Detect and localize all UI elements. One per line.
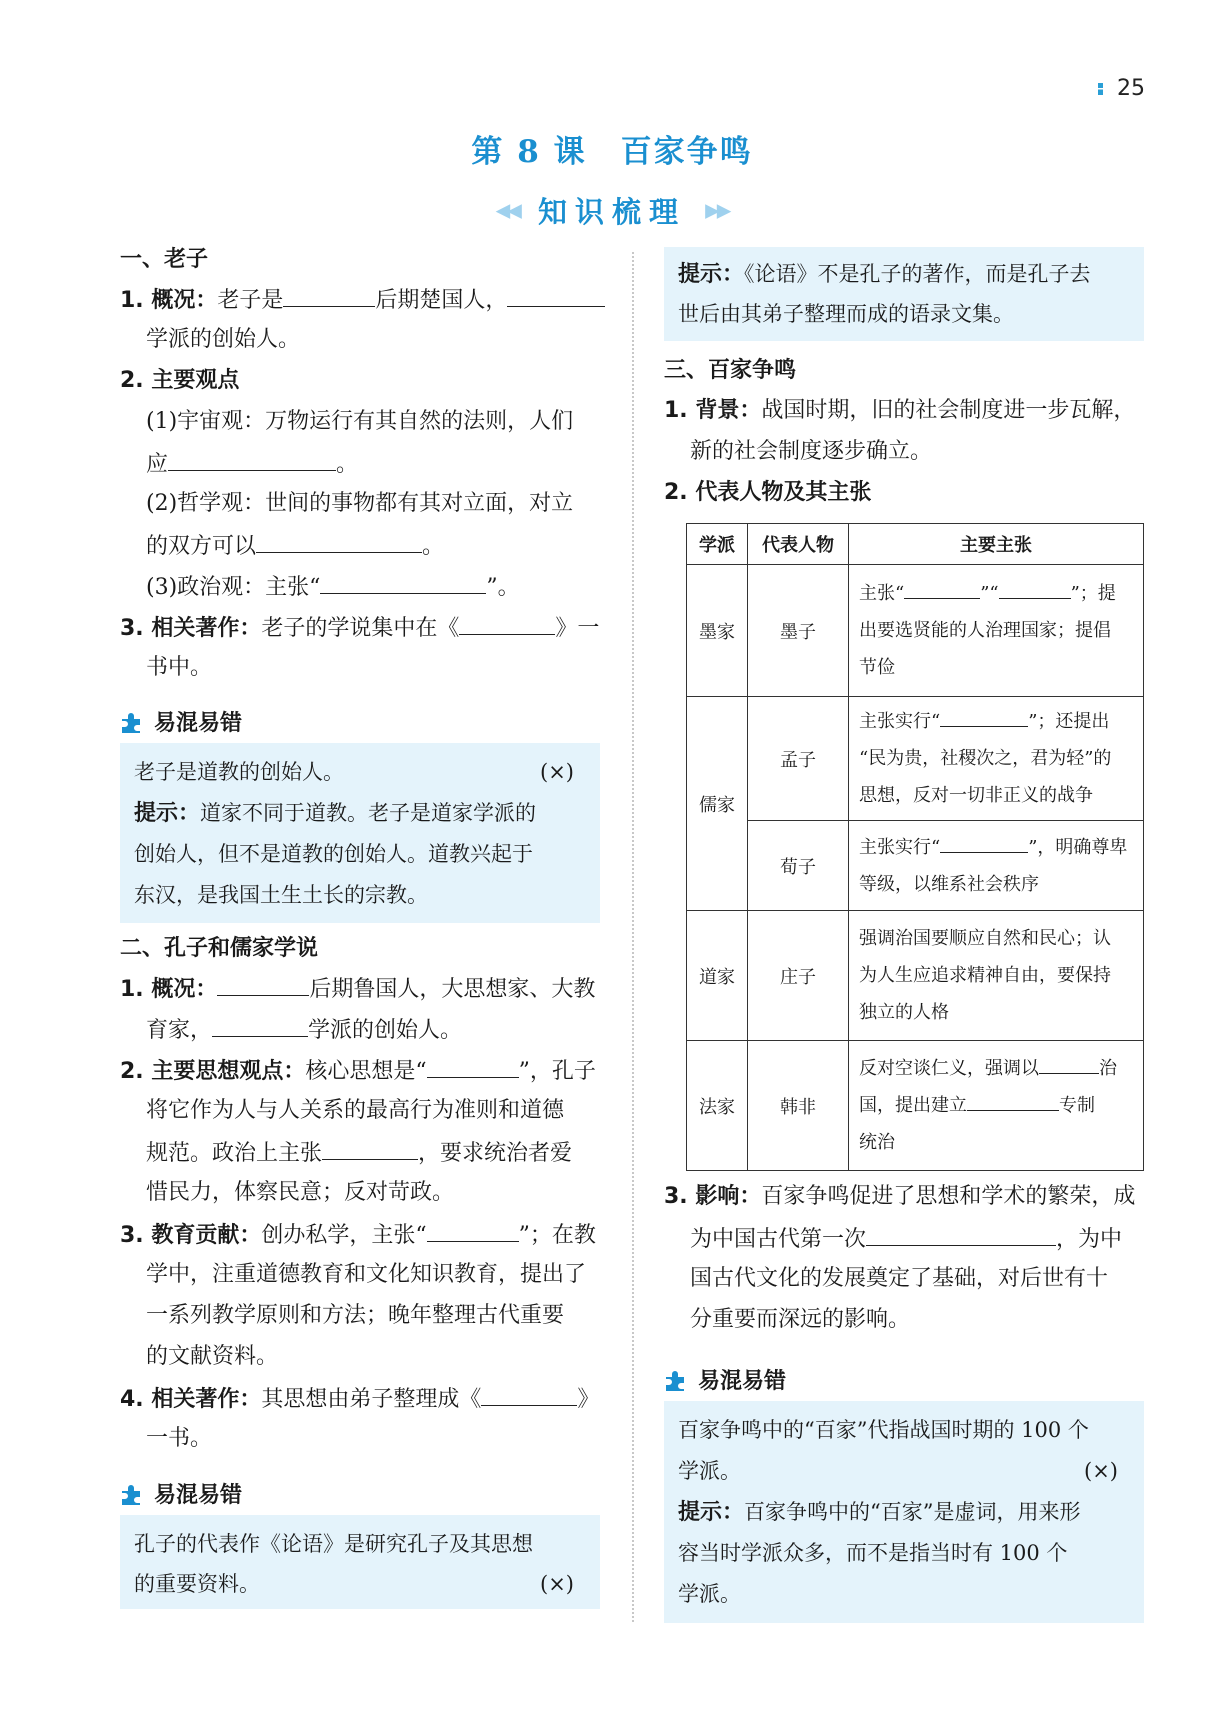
- table-header: 代表人物: [748, 524, 849, 565]
- schools-table-label: 2. 代表人物及其主张: [664, 480, 872, 505]
- claim-cell: 主张实行“ ”；还提出 “民为贵，社稷次之，君为轻”的 思想，反对一切非正义的战争: [849, 697, 1144, 821]
- wrong-mark: (×): [540, 760, 574, 784]
- text-line: 孔子的代表作《论语》是研究孔子及其思想: [134, 1532, 533, 1556]
- text-line: 提示：道家不同于道教。老子是道家学派的: [134, 801, 537, 826]
- answer-blank[interactable]: [217, 975, 309, 996]
- person-cell: 孟子: [748, 697, 849, 821]
- answer-blank[interactable]: [283, 286, 375, 307]
- schools-table: [686, 523, 1144, 1171]
- text-line: (1)宇宙观：万物运行有其自然的法则，人们: [146, 409, 574, 434]
- text-line: 应 。: [146, 452, 359, 477]
- answer-blank[interactable]: [320, 573, 486, 594]
- text-line: 将它作为人与人关系的最高行为准则和道德: [146, 1098, 565, 1123]
- person-cell: 荀子: [748, 821, 849, 911]
- text-line: 惜民力，体察民意；反对苛政。: [146, 1180, 455, 1205]
- text-line: (3)政治观：主张“ ”。: [146, 575, 520, 600]
- answer-blank[interactable]: [940, 836, 1028, 853]
- heading-hundred-schools: 三、百家争鸣: [664, 358, 797, 383]
- answer-blank[interactable]: [999, 582, 1071, 599]
- wrong-mark: (×): [540, 1572, 574, 1596]
- text-line: 学中，注重道德教育和文化知识教育，提出了: [146, 1262, 587, 1287]
- person-cell: 韩非: [748, 1041, 849, 1171]
- lesson-title: 第 8 课 百家争鸣: [471, 134, 753, 170]
- table-row: [687, 911, 1144, 1041]
- text-line: 3. 影响：百家争鸣促进了思想和学术的繁荣，成: [664, 1184, 1136, 1209]
- text-line: 百家争鸣中的“百家”代指战国时期的 100 个: [678, 1418, 1089, 1442]
- table-row: [687, 697, 1144, 821]
- answer-blank[interactable]: [322, 1139, 418, 1160]
- person-cell: 墨子: [748, 565, 849, 697]
- claim-cell: 反对空谈仁义，强调以 治 国，提出建立 专制 统治: [849, 1041, 1144, 1171]
- text-line: 1. 概况： 后期鲁国人，大思想家、大教: [120, 977, 596, 1002]
- mix-box-2: [120, 1515, 600, 1609]
- table-header: 学派: [687, 524, 748, 565]
- text-line: 1. 背景：战国时期，旧的社会制度进一步瓦解，: [664, 398, 1136, 423]
- text-line: 的文献资料。: [146, 1344, 279, 1369]
- answer-blank[interactable]: [507, 286, 605, 307]
- table-row: [687, 565, 1144, 697]
- answer-blank[interactable]: [459, 614, 555, 635]
- text-line: 4. 相关著作：其思想由弟子整理成《 》: [120, 1387, 600, 1412]
- laozi-views-label: 2. 主要观点: [120, 368, 240, 393]
- text-line: 学派。: [678, 1582, 741, 1606]
- text-line: 育家， 学派的创始人。: [146, 1018, 463, 1043]
- table-row: [687, 1041, 1144, 1171]
- answer-blank[interactable]: [256, 532, 422, 553]
- text-line: 容当时学派众多，而不是指当时有 100 个: [678, 1541, 1068, 1565]
- heading-confucius: 二、孔子和儒家学说: [120, 936, 319, 961]
- text-line: 提示：《论语》不是孔子的著作，而是孔子去: [678, 262, 1091, 287]
- puzzle-icon: [120, 711, 144, 733]
- column-divider: [632, 252, 634, 1622]
- puzzle-icon: [664, 1369, 688, 1391]
- person-cell: 庄子: [748, 911, 849, 1041]
- text-line: 世后由其弟子整理而成的语录文集。: [678, 302, 1014, 326]
- answer-blank[interactable]: [1039, 1057, 1099, 1074]
- claim-cell: 主张“ ”“ ”；提 出要选贤能的人治理国家；提倡 节俭: [849, 565, 1144, 697]
- answer-blank[interactable]: [427, 1057, 519, 1078]
- text-line: 一书。: [146, 1426, 213, 1451]
- text-line: 提示：百家争鸣中的“百家”是虚词，用来形: [678, 1500, 1081, 1525]
- mix-box-1: [120, 743, 600, 923]
- text-line: 3. 教育贡献：创办私学，主张“ ”；在教: [120, 1223, 596, 1248]
- page-marker-icon: [1098, 83, 1103, 95]
- text-line: 学派的创始人。: [146, 327, 301, 352]
- section-banner: [0, 190, 1224, 231]
- claim-cell: 强调治国要顺应自然和民心；认 为人生应追求精神自由，要保持 独立的人格: [849, 911, 1144, 1041]
- wrong-mark: (×): [1084, 1459, 1118, 1483]
- text-line: (2)哲学观：世间的事物都有其对立面，对立: [146, 491, 574, 516]
- text-line: 学派。: [678, 1459, 741, 1483]
- text-line: 老子是道教的创始人。: [134, 760, 344, 784]
- school-cell: 儒家: [687, 697, 748, 911]
- claim-cell: 主张实行“ ”，明确尊卑 等级，以维系社会秩序: [849, 821, 1144, 911]
- mix-title-3: 易混易错: [664, 1364, 786, 1395]
- page-number: 25: [1098, 76, 1145, 101]
- mix-title-1: 易混易错: [120, 706, 242, 737]
- text-line: 为中国古代第一次 ，为中: [690, 1227, 1123, 1252]
- answer-blank[interactable]: [427, 1221, 519, 1242]
- text-line: 的重要资料。: [134, 1572, 260, 1596]
- mix-box-3: [664, 1401, 1144, 1623]
- table-row: [687, 821, 1144, 911]
- answer-blank[interactable]: [866, 1225, 1056, 1246]
- puzzle-icon: [120, 1483, 144, 1505]
- answer-blank[interactable]: [967, 1094, 1059, 1111]
- text-line: 2. 主要思想观点：核心思想是“ ”，孔子: [120, 1059, 596, 1084]
- table-header: 主要主张: [849, 524, 1144, 565]
- banner-title: 知识梳理: [537, 195, 686, 229]
- heading-laozi: 一、老子: [120, 247, 209, 272]
- school-cell: 墨家: [687, 565, 748, 697]
- text-line: 书中。: [146, 655, 213, 680]
- school-cell: 道家: [687, 911, 748, 1041]
- text-line: 规范。政治上主张 ，要求统治者爱: [146, 1141, 573, 1166]
- answer-blank[interactable]: [481, 1385, 577, 1406]
- laozi-overview: 1. 概况：老子是 后期楚国人，: [120, 286, 605, 314]
- answer-blank[interactable]: [168, 450, 336, 471]
- right-arrows-icon: ▶▶: [705, 199, 729, 222]
- text-line: 分重要而深远的影响。: [690, 1307, 911, 1332]
- text-line: 一系列教学原则和方法；晚年整理古代重要: [146, 1303, 565, 1328]
- mix-title-2: 易混易错: [120, 1478, 242, 1509]
- hint-box-top: [664, 247, 1144, 341]
- text-line: 东汉，是我国土生土长的宗教。: [134, 883, 428, 907]
- answer-blank[interactable]: [904, 582, 980, 599]
- text-line: 新的社会制度逐步确立。: [690, 439, 933, 464]
- answer-blank[interactable]: [940, 710, 1028, 727]
- text-line: 国古代文化的发展奠定了基础，对后世有十: [690, 1266, 1109, 1291]
- school-cell: 法家: [687, 1041, 748, 1171]
- text-line: 的双方可以 。: [146, 534, 445, 559]
- answer-blank[interactable]: [212, 1016, 308, 1037]
- text-line: 创始人，但不是道教的创始人。道教兴起于: [134, 842, 533, 866]
- left-arrows-icon: ◀◀: [495, 199, 519, 222]
- laozi-works: 3. 相关著作：老子的学说集中在《 》一: [120, 616, 600, 641]
